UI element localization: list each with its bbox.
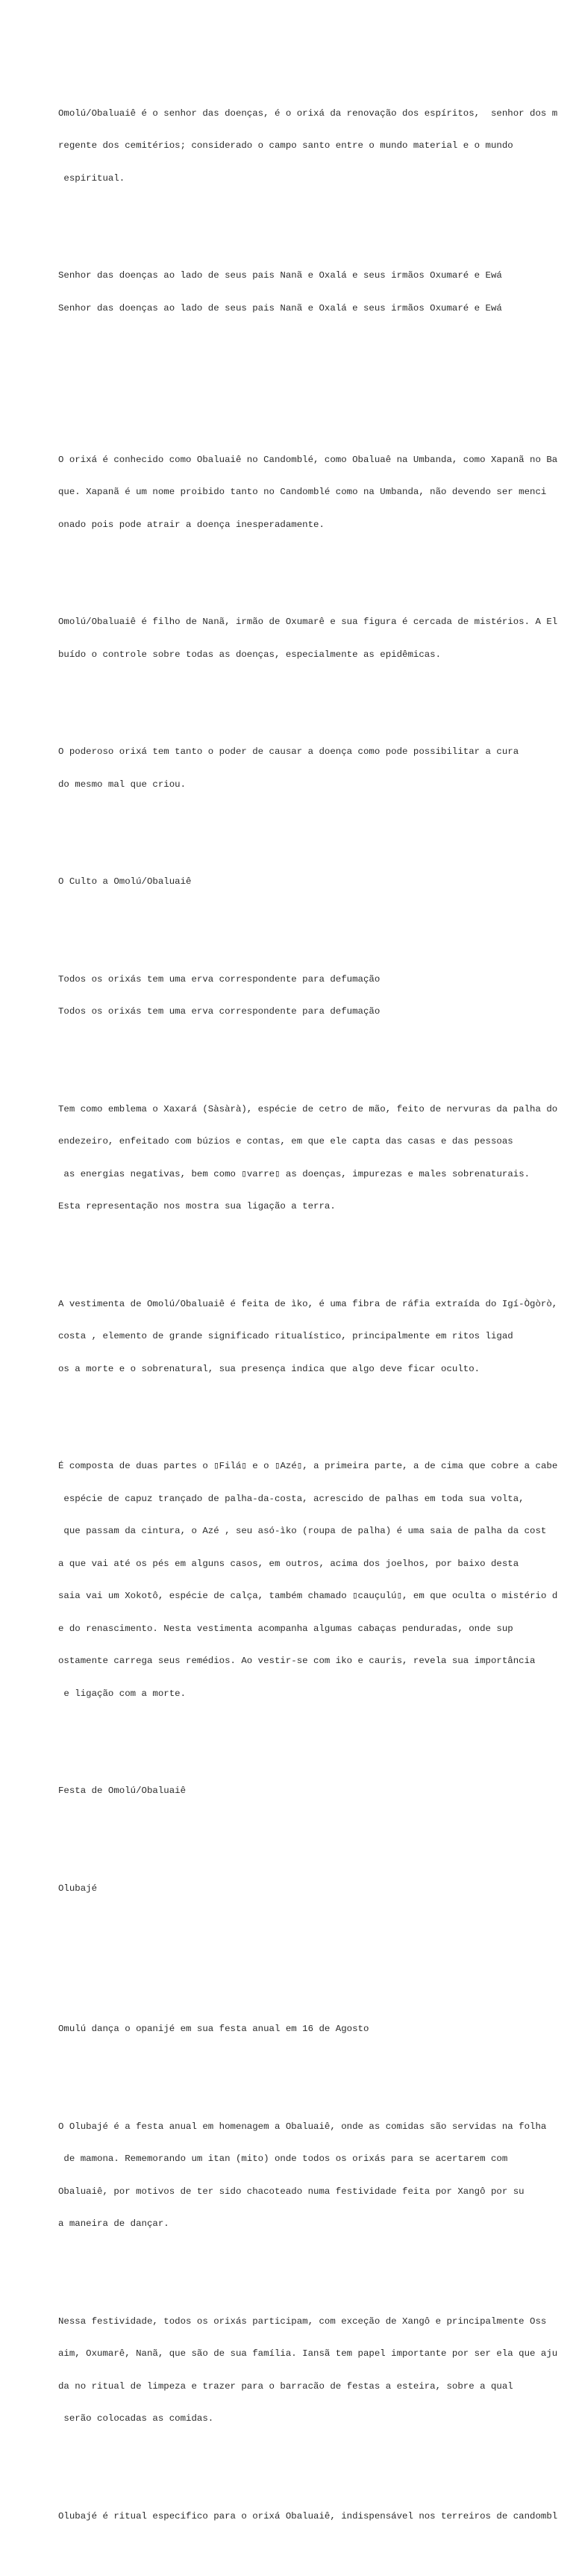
text-line: de mamona. Rememorando um itan (mito) onde todos os orixás para se acertarem com [58,2154,508,2164]
text-line: costa , elemento de grande significado ritualístico, principalmente em ritos ligad [58,1331,513,1341]
text-line: a maneira de dançar. [58,2218,169,2229]
text-line: e ligação com a morte. [58,1688,187,1699]
section-heading-culto [58,855,573,909]
paragraph-intro [58,87,573,206]
text-line: espiritual. [58,172,125,184]
text-line: a que vai até os pés em alguns casos, em outros, acima dos joelhos, por baixo desta [58,1558,519,1569]
text-line: ostamente carrega seus remédios. Ao vestir-se com iko e cauris, revela sua importância [58,1656,536,1666]
text-line: Todos os orixás tem uma erva correspondente para defumação [58,973,381,985]
text-line: Todos os orixás tem uma erva correspondente para defumação [58,1006,381,1017]
text-line: do mesmo mal que criou. [58,779,187,790]
text-line: onado pois pode atrair a doença inesperadamente. [58,519,325,530]
paragraph-erva [58,952,573,1039]
text-line: as energias negativas, bem como ▯varre▯ as doenças, impurezas e males sobrenaturais. [58,1168,530,1179]
text-line: Olubajé é ritual especifico para o orixá Obaluaiê, indispensável nos terreiros de candombl [58,2510,558,2522]
text-line: espécie de capuz trançado de palha-da-costa, acrescido de palhas em toda sua volta, [58,1493,525,1504]
section-heading-festa [58,1764,573,1818]
text-line: Senhor das doenças ao lado de seus pais Nanã e Oxalá e seus irmãos Oxumaré e Ewá [58,302,502,314]
text-line: aim, Oxumarê, Nanã, que são de sua família. Iansã tem papel importante por ser ela que aju [58,2348,558,2359]
text-line: Omolú/Obaluaiê é filho de Nanã, irmão de Oxumarê e sua figura é cercada de mistérios. A El [58,617,558,627]
paragraph-ritual [58,2489,573,2544]
section-heading: Olubajé [58,1883,98,1894]
text-line: buído o controle sobre todas as doenças, especialmente as epidêmicas. [58,649,442,660]
section-heading: Festa de Omolú/Obaluaiê [58,1786,187,1796]
text-line: Esta representação nos mostra sua ligação a terra. [58,1201,336,1211]
text-line: serão colocadas as comidas. [58,2413,214,2424]
text-line: que. Xapanã é um nome proibido tanto no Candomblé como na Umbanda, não devendo ser menci [58,487,547,497]
blank-gap [58,378,573,400]
paragraph-composicao [58,1439,573,1721]
text-line: Omolú/Obaluaiê é o senhor das doenças, é o orixá da renovação dos espíritos, senhor dos m [58,107,558,119]
text-line: da no ritual de limpeza e trazer para o barracão de festas a esteira, sobre a qual [58,2380,513,2392]
text-line: e do renascimento. Nesta vestimenta acompanha algumas cabaças penduradas, onde sup [58,1623,513,1634]
text-line: que passam da cintura, o Azé , seu asó-ìko (roupa de palha) é uma saia de palha da cost [58,1526,547,1536]
paragraph-power [58,725,573,811]
text-line: Senhor das doenças ao lado de seus pais Nanã e Oxalá e seus irmãos Oxumaré e Ewá [58,270,502,281]
paragraph-olubaje-festa [58,2100,573,2251]
paragraph-repeated-lord [58,249,573,335]
paragraph-xaxara [58,1082,573,1234]
text-line: Nessa festividade, todos os orixás participam, com exceção de Xangô e principalmente Oss [58,2315,547,2327]
text-line: Omulú dança o opanijé em sua festa anual em 16 de Agosto [58,2024,369,2034]
blank-gap [58,1959,573,1970]
text-line: O Olubajé é a festa anual em homenagem a Obaluaiê, onde as comidas são servidas na folha [58,2121,547,2132]
text-line: É composta de duas partes o ▯Filá▯ e o ▯Azé▯, a primeira parte, a de cima que cobre a cabe [58,1461,558,1471]
text-line: endezeiro, enfeitado com búzios e contas, em que ele capta das casas e das pessoas [58,1136,513,1147]
text-line: saia vai um Xokotô, espécie de calça, também chamado ▯cauçulú▯, em que oculta o mistério d [58,1591,558,1601]
text-line: O poderoso orixá tem tanto o poder de causar a doença como pode possibilitar a cura [58,746,519,757]
document-body [58,54,573,2576]
paragraph-names [58,433,573,552]
section-heading-olubaje [58,1862,573,1916]
text-line: Obaluaiê, por motivos de ter sido chacoteado numa festividade feita por Xangô por su [58,2186,525,2197]
text-line: regente dos cemitérios; considerado o campo santo entre o mundo material e o mundo [58,140,513,151]
paragraph-son-of-nana [58,595,573,682]
text-line: O orixá é conhecido como Obaluaiê no Candomblé, como Obaluaê na Umbanda, como Xapanã no Ba [58,454,558,465]
text-line: A vestimenta de Omolú/Obaluaiê é feita de ìko, é uma fibra de ráfia extraída do Igí-Ògòrò, [58,1298,558,1309]
section-heading: O Culto a Omolú/Obaluaiê [58,876,192,887]
text-line: os a morte e o sobrenatural, sua presença indica que algo deve ficar oculto. [58,1363,480,1374]
text-line: Tem como emblema o Xaxará (Sàsàrà), espécie de cetro de mão, feito de nervuras da palha do [58,1103,558,1114]
paragraph-opanije [58,2002,573,2056]
paragraph-vestimenta [58,1277,573,1397]
paragraph-festividade [58,2295,573,2446]
